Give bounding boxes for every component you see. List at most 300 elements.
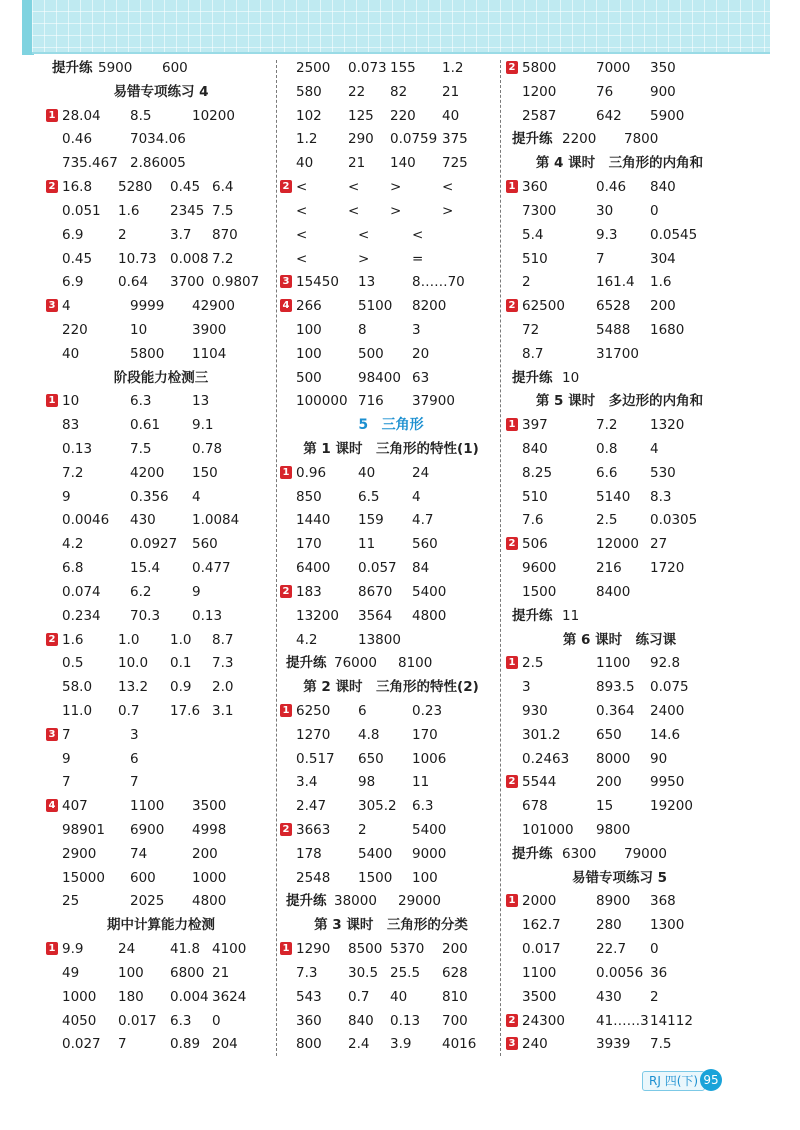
question-number-badge: 1 bbox=[280, 704, 292, 717]
answer-value: 204 bbox=[212, 1036, 238, 1053]
answer-value: 4 bbox=[650, 441, 659, 457]
answer-value: 1.6 bbox=[650, 274, 672, 291]
answer-row bbox=[512, 80, 727, 104]
extension-practice-label: 提升练 bbox=[512, 131, 553, 148]
answer-value: 360 bbox=[296, 1012, 322, 1029]
lesson-heading-text: 第 3 课时 三角形的分类 bbox=[314, 917, 468, 934]
answer-row bbox=[286, 866, 496, 890]
question-number-badge: 4 bbox=[280, 299, 292, 312]
answer-value: 3 bbox=[130, 726, 139, 743]
answer-value: 6.2 bbox=[130, 583, 152, 600]
answer-value: 2345 bbox=[170, 202, 205, 219]
answer-value: 11 bbox=[412, 774, 430, 791]
answer-row bbox=[286, 485, 496, 509]
answer-value: 41.8 bbox=[170, 941, 201, 958]
answer-value: 100 bbox=[118, 964, 144, 981]
answer-value: 2.86005 bbox=[130, 155, 186, 172]
answer-value: 350 bbox=[650, 60, 676, 76]
answer-value: < bbox=[412, 226, 424, 243]
answer-row bbox=[508, 56, 727, 80]
answer-value: 40 bbox=[358, 464, 376, 481]
answer-row bbox=[52, 342, 270, 366]
lesson-heading-text: 第 6 课时 练习课 bbox=[562, 631, 677, 648]
answer-value: 7 bbox=[118, 1036, 127, 1053]
answer-value: 735.467 bbox=[62, 155, 118, 172]
answer-row bbox=[52, 699, 270, 723]
answer-value: 12000 bbox=[596, 536, 639, 553]
answer-value: 37900 bbox=[412, 393, 455, 410]
answer-value: 72 bbox=[522, 321, 540, 338]
answer-value: 407 bbox=[62, 798, 88, 815]
answer-row bbox=[508, 175, 727, 199]
answer-value: 16.8 bbox=[62, 179, 93, 196]
answer-value: 0.9 bbox=[170, 679, 192, 696]
lesson-heading-text: 第 2 课时 三角形的特性(2) bbox=[303, 679, 479, 696]
answer-value: 560 bbox=[192, 536, 218, 553]
extension-practice-row bbox=[512, 366, 727, 390]
answer-value: < bbox=[296, 250, 308, 267]
answer-row bbox=[286, 127, 496, 151]
answer-row bbox=[512, 104, 727, 128]
answer-column-1 bbox=[48, 56, 270, 1056]
unit-title: 三角形 bbox=[381, 417, 424, 434]
answer-value: 4050 bbox=[62, 1012, 97, 1029]
extension-practice-label: 提升练 bbox=[286, 893, 327, 910]
answer-row bbox=[282, 175, 496, 199]
answer-value: 600 bbox=[130, 869, 156, 886]
answer-value: 14112 bbox=[650, 1012, 693, 1029]
answer-value: 9.3 bbox=[596, 226, 618, 243]
answer-row bbox=[52, 866, 270, 890]
column-divider bbox=[500, 60, 501, 1056]
answer-value: 2 bbox=[650, 988, 659, 1005]
answer-value: 0.89 bbox=[170, 1036, 201, 1053]
answer-value: 7.6 bbox=[522, 512, 544, 529]
answer-value: 29000 bbox=[398, 893, 441, 910]
answer-value: 0.008 bbox=[170, 250, 209, 267]
answer-value: 1.2 bbox=[442, 60, 464, 76]
lesson-heading-text: 第 1 课时 三角形的特性(1) bbox=[303, 441, 479, 457]
answer-value: 200 bbox=[192, 845, 218, 862]
answer-value: > bbox=[390, 202, 402, 219]
answer-row bbox=[282, 580, 496, 604]
answer-value: 700 bbox=[442, 1012, 468, 1029]
answer-row bbox=[286, 508, 496, 532]
top-grid-band bbox=[32, 0, 770, 54]
extension-practice-label: 提升练 bbox=[512, 607, 553, 624]
answer-row bbox=[52, 199, 270, 223]
answer-value: 27 bbox=[650, 536, 668, 553]
answer-value: 155 bbox=[390, 60, 416, 76]
question-number-badge: 2 bbox=[280, 823, 292, 836]
answer-value: 0 bbox=[650, 202, 659, 219]
answer-value: 580 bbox=[296, 83, 322, 100]
answer-row bbox=[512, 223, 727, 247]
answer-value: 4 bbox=[62, 298, 71, 315]
answer-value: 0 bbox=[650, 941, 659, 958]
answer-value: 642 bbox=[596, 107, 622, 124]
answer-value: 500 bbox=[296, 369, 322, 386]
answer-value: 31700 bbox=[596, 345, 639, 362]
answer-row bbox=[512, 747, 727, 771]
answer-row bbox=[52, 532, 270, 556]
answer-row bbox=[52, 985, 270, 1009]
answer-row bbox=[52, 437, 270, 461]
answer-value: 7800 bbox=[624, 131, 659, 148]
answer-row bbox=[52, 1032, 270, 1056]
answer-value: 83 bbox=[62, 417, 80, 434]
answer-value: 6528 bbox=[596, 298, 631, 315]
question-number-badge: 2 bbox=[506, 1014, 518, 1027]
answer-value: 9800 bbox=[596, 822, 631, 838]
answer-value: 11 bbox=[562, 607, 580, 624]
answer-value: 220 bbox=[390, 107, 416, 124]
answer-value: 0.234 bbox=[62, 607, 101, 624]
answer-value: 9950 bbox=[650, 774, 685, 791]
answer-value: 13800 bbox=[358, 631, 401, 648]
answer-value: 716 bbox=[358, 393, 384, 410]
answer-row bbox=[286, 747, 496, 771]
answer-value: 0.46 bbox=[62, 131, 93, 148]
answer-value: 8.7 bbox=[212, 631, 234, 648]
answer-value: 19200 bbox=[650, 798, 693, 815]
section-heading bbox=[512, 866, 727, 890]
answer-row bbox=[512, 913, 727, 937]
answer-value: 2.5 bbox=[522, 655, 544, 672]
section-heading bbox=[52, 80, 270, 104]
question-number-badge: 1 bbox=[46, 394, 58, 407]
answer-row bbox=[286, 1009, 496, 1033]
answer-value: 8.3 bbox=[650, 488, 672, 505]
section-heading bbox=[52, 366, 270, 390]
answer-value: 2.0 bbox=[212, 679, 234, 696]
question-number-badge: 3 bbox=[280, 275, 292, 288]
question-number-badge: 2 bbox=[506, 61, 518, 74]
answer-value: 2 bbox=[118, 226, 127, 243]
answer-value: 0 bbox=[212, 1012, 221, 1029]
answer-value: 150 bbox=[192, 464, 218, 481]
answer-value: 0.0046 bbox=[62, 512, 110, 529]
answer-value: 125 bbox=[348, 107, 374, 124]
question-number-badge: 1 bbox=[46, 109, 58, 122]
answer-value: 100 bbox=[296, 345, 322, 362]
answer-value: > bbox=[358, 250, 370, 267]
answer-value: 6.4 bbox=[212, 179, 234, 196]
answer-value: 9600 bbox=[522, 560, 557, 577]
answer-value: 2.5 bbox=[596, 512, 618, 529]
answer-value: 4016 bbox=[442, 1036, 477, 1053]
answer-value: 3.1 bbox=[212, 702, 234, 719]
answer-value: 4100 bbox=[212, 941, 247, 958]
answer-value: 1100 bbox=[522, 964, 557, 981]
answer-value: 10 bbox=[130, 321, 148, 338]
answer-row bbox=[52, 508, 270, 532]
answer-value: 305.2 bbox=[358, 798, 397, 815]
answer-value: 25.5 bbox=[390, 964, 421, 981]
answer-value: 6400 bbox=[296, 560, 331, 577]
answer-value: 24 bbox=[412, 464, 430, 481]
question-number-badge: 2 bbox=[280, 180, 292, 193]
answer-value: 200 bbox=[596, 774, 622, 791]
answer-value: 560 bbox=[412, 536, 438, 553]
answer-row bbox=[512, 937, 727, 961]
answer-value: 40 bbox=[62, 345, 80, 362]
question-number-badge: 3 bbox=[506, 1037, 518, 1050]
answer-value: 1290 bbox=[296, 941, 331, 958]
answer-row bbox=[286, 104, 496, 128]
answer-value: 600 bbox=[162, 60, 188, 76]
answer-value: 30 bbox=[596, 202, 614, 219]
answer-row bbox=[512, 699, 727, 723]
section-heading-text: 易错专项练习 4 bbox=[113, 83, 209, 100]
answer-row bbox=[286, 985, 496, 1009]
answer-value: 0.477 bbox=[192, 560, 231, 577]
answer-value: 0.64 bbox=[118, 274, 149, 291]
answer-value: 101000 bbox=[522, 822, 574, 838]
answer-value: 21 bbox=[212, 964, 230, 981]
answer-value: 0.45 bbox=[62, 250, 93, 267]
answer-value: 0.075 bbox=[650, 679, 689, 696]
answer-value: 41……3 bbox=[596, 1012, 649, 1029]
answer-value: 8100 bbox=[398, 655, 433, 672]
answer-value: 22 bbox=[348, 83, 366, 100]
answer-row bbox=[508, 1009, 727, 1033]
extension-practice-label: 提升练 bbox=[52, 60, 93, 76]
answer-value: 7 bbox=[62, 774, 71, 791]
answer-value: 266 bbox=[296, 298, 322, 315]
answer-value: 216 bbox=[596, 560, 622, 577]
answer-row bbox=[282, 461, 496, 485]
lesson-heading-text: 第 4 课时 三角形的内角和 bbox=[535, 155, 704, 172]
answer-value: 8.25 bbox=[522, 464, 553, 481]
answer-value: 90 bbox=[650, 750, 668, 767]
answer-value: 7.5 bbox=[212, 202, 234, 219]
answer-value: 1720 bbox=[650, 560, 685, 577]
answer-row bbox=[508, 1032, 727, 1056]
answer-value: 13200 bbox=[296, 607, 339, 624]
answer-value: 8.7 bbox=[522, 345, 544, 362]
answer-value: 3 bbox=[412, 321, 421, 338]
extension-practice-row bbox=[286, 889, 496, 913]
answer-value: 840 bbox=[348, 1012, 374, 1029]
question-number-badge: 1 bbox=[506, 894, 518, 907]
answer-value: 84 bbox=[412, 560, 430, 577]
answer-value: 4800 bbox=[192, 893, 227, 910]
answer-value: 6.3 bbox=[170, 1012, 192, 1029]
answer-value: < bbox=[358, 226, 370, 243]
answer-value: 1.6 bbox=[118, 202, 140, 219]
answer-value: 10200 bbox=[192, 107, 235, 124]
answer-value: 6.9 bbox=[62, 274, 84, 291]
answer-value: 7 bbox=[130, 774, 139, 791]
answer-value: = bbox=[412, 250, 424, 267]
answer-value: 9.9 bbox=[62, 941, 84, 958]
answer-value: 8500 bbox=[348, 941, 383, 958]
answer-row bbox=[512, 461, 727, 485]
answer-value: 2500 bbox=[296, 60, 331, 76]
answer-value: 13 bbox=[192, 393, 210, 410]
answer-value: 1100 bbox=[596, 655, 631, 672]
answer-row bbox=[512, 675, 727, 699]
answer-row bbox=[48, 389, 270, 413]
answer-value: 1500 bbox=[358, 869, 393, 886]
answer-value: 800 bbox=[296, 1036, 322, 1053]
answer-value: 1200 bbox=[522, 83, 557, 100]
answer-value: 100000 bbox=[296, 393, 348, 410]
answer-value: 4998 bbox=[192, 822, 227, 838]
answer-value: 2.47 bbox=[296, 798, 327, 815]
answer-value: > bbox=[442, 202, 454, 219]
answer-value: 0.057 bbox=[358, 560, 397, 577]
answer-value: 200 bbox=[650, 298, 676, 315]
answer-value: 360 bbox=[522, 179, 548, 196]
answer-value: 170 bbox=[296, 536, 322, 553]
answer-value: 3500 bbox=[522, 988, 557, 1005]
answer-row bbox=[286, 247, 496, 271]
answer-row bbox=[52, 889, 270, 913]
answer-value: 650 bbox=[596, 726, 622, 743]
answer-value: < bbox=[296, 179, 308, 196]
answer-row bbox=[286, 604, 496, 628]
answer-row bbox=[286, 961, 496, 985]
answer-value: 810 bbox=[442, 988, 468, 1005]
answer-value: 15.4 bbox=[130, 560, 161, 577]
question-number-badge: 4 bbox=[46, 799, 58, 812]
answer-value: 170 bbox=[412, 726, 438, 743]
answer-row bbox=[286, 556, 496, 580]
answer-value: 40 bbox=[296, 155, 314, 172]
answer-value: 0.13 bbox=[390, 1012, 421, 1029]
answer-row bbox=[512, 985, 727, 1009]
answer-row bbox=[52, 556, 270, 580]
answer-value: 0.7 bbox=[348, 988, 370, 1005]
question-number-badge: 1 bbox=[280, 466, 292, 479]
answer-row bbox=[52, 151, 270, 175]
question-number-badge: 3 bbox=[46, 299, 58, 312]
answer-value: 850 bbox=[296, 488, 322, 505]
answer-row bbox=[512, 580, 727, 604]
answer-row bbox=[52, 675, 270, 699]
answer-value: 893.5 bbox=[596, 679, 635, 696]
answer-value: 21 bbox=[442, 83, 460, 100]
answer-row bbox=[52, 270, 270, 294]
answer-value: 0.517 bbox=[296, 750, 335, 767]
answer-value: 4.2 bbox=[62, 536, 84, 553]
answer-value: 1320 bbox=[650, 417, 685, 434]
answer-row bbox=[286, 1032, 496, 1056]
answer-value: 368 bbox=[650, 893, 676, 910]
lesson-heading bbox=[286, 675, 496, 699]
answer-value: 3.9 bbox=[390, 1036, 412, 1053]
answer-value: 0.13 bbox=[62, 441, 93, 457]
answer-value: 1006 bbox=[412, 750, 447, 767]
lesson-heading bbox=[286, 913, 496, 937]
answer-value: 9999 bbox=[130, 298, 165, 315]
answer-row bbox=[52, 1009, 270, 1033]
answer-value: < bbox=[348, 202, 360, 219]
answer-value: 0.1 bbox=[170, 655, 192, 672]
answer-value: 5900 bbox=[98, 60, 133, 76]
answer-value: 3500 bbox=[192, 798, 227, 815]
answer-row bbox=[512, 437, 727, 461]
answer-value: 7 bbox=[596, 250, 605, 267]
answer-value: 7.3 bbox=[212, 655, 234, 672]
answer-value: 1.0084 bbox=[192, 512, 240, 529]
answer-value: 5140 bbox=[596, 488, 631, 505]
answer-value: 0.9807 bbox=[212, 274, 260, 291]
answer-value: 10 bbox=[62, 393, 80, 410]
answer-row bbox=[52, 604, 270, 628]
question-number-badge: 1 bbox=[506, 656, 518, 669]
answer-value: 1680 bbox=[650, 321, 685, 338]
answer-value: 2 bbox=[522, 274, 531, 291]
answer-row bbox=[286, 151, 496, 175]
answer-value: 159 bbox=[358, 512, 384, 529]
question-number-badge: 1 bbox=[46, 942, 58, 955]
answer-value: 6.6 bbox=[596, 464, 618, 481]
answer-value: 3564 bbox=[358, 607, 393, 624]
answer-value: 510 bbox=[522, 250, 548, 267]
answer-value: 240 bbox=[522, 1036, 548, 1053]
answer-value: 5400 bbox=[412, 583, 447, 600]
answer-row bbox=[282, 818, 496, 842]
answer-value: 3900 bbox=[192, 321, 227, 338]
answer-value: 0.96 bbox=[296, 464, 327, 481]
answer-value: 290 bbox=[348, 131, 374, 148]
answer-value: 28.04 bbox=[62, 107, 101, 124]
answer-value: 6800 bbox=[170, 964, 205, 981]
question-number-badge: 1 bbox=[506, 418, 518, 431]
answer-value: 0.074 bbox=[62, 583, 101, 600]
question-number-badge: 2 bbox=[46, 180, 58, 193]
answer-value: 0.004 bbox=[170, 988, 209, 1005]
answer-value: 304 bbox=[650, 250, 676, 267]
answer-value: 3663 bbox=[296, 822, 331, 838]
answer-value: 0.23 bbox=[412, 702, 443, 719]
answer-row bbox=[48, 794, 270, 818]
answer-row bbox=[286, 56, 496, 80]
answer-row bbox=[52, 247, 270, 271]
answer-value: 0.051 bbox=[62, 202, 101, 219]
answer-value: 1.0 bbox=[170, 631, 192, 648]
answer-row bbox=[286, 80, 496, 104]
answer-value: < bbox=[348, 179, 360, 196]
answer-value: 650 bbox=[358, 750, 384, 767]
extension-practice-row bbox=[52, 56, 270, 80]
answer-value: 6.5 bbox=[358, 488, 380, 505]
answer-row bbox=[52, 770, 270, 794]
answer-value: 7300 bbox=[522, 202, 557, 219]
answer-value: 6 bbox=[130, 750, 139, 767]
answer-row bbox=[52, 485, 270, 509]
answer-value: < bbox=[442, 179, 454, 196]
answer-value: 3624 bbox=[212, 988, 247, 1005]
question-number-badge: 2 bbox=[506, 775, 518, 788]
answer-value: 840 bbox=[522, 441, 548, 457]
answer-value: 0.017 bbox=[522, 941, 561, 958]
answer-value: 183 bbox=[296, 583, 322, 600]
question-number-badge: 2 bbox=[46, 633, 58, 646]
answer-value: 1000 bbox=[62, 988, 97, 1005]
column-divider bbox=[276, 60, 277, 1056]
answer-row bbox=[286, 199, 496, 223]
answer-value: 180 bbox=[118, 988, 144, 1005]
answer-value: 8670 bbox=[358, 583, 393, 600]
answer-value: 13.2 bbox=[118, 679, 149, 696]
answer-row bbox=[48, 723, 270, 747]
answer-value: 100 bbox=[412, 869, 438, 886]
answer-row bbox=[512, 485, 727, 509]
